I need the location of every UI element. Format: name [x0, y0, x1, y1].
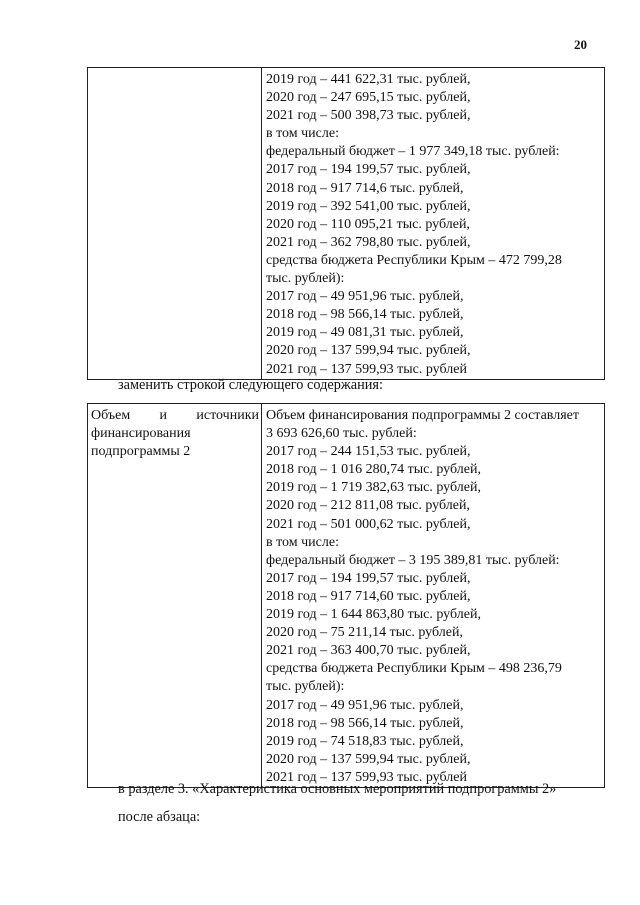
- label-line: подпрограммы 2: [91, 444, 191, 460]
- financing-table-new: [87, 403, 605, 788]
- table-line: 2019 год – 74 518,83 тыс. рублей,: [266, 733, 464, 749]
- table-line: 2019 год – 1 719 382,63 тыс. рублей,: [266, 480, 481, 496]
- table-line: 2020 год – 75 211,14 тыс. рублей,: [266, 625, 463, 641]
- table-line: средства бюджета Республики Крым – 498 236,79: [266, 661, 562, 677]
- table-label-cell: [88, 404, 262, 788]
- table-line: тыс. рублей):: [266, 271, 345, 287]
- table-line: Объем финансирования подпрограммы 2 составляет: [266, 408, 579, 423]
- table-line: 2020 год – 247 695,15 тыс. рублей,: [266, 90, 471, 106]
- table-value-cell: [262, 68, 605, 380]
- table-line: 2018 год – 917 714,6 тыс. рублей,: [266, 180, 464, 196]
- table-line: 2021 год – 500 398,73 тыс. рублей,: [266, 108, 471, 124]
- table-line: 2021 год – 363 400,70 тыс. рублей,: [266, 643, 471, 659]
- table-line: 2018 год – 98 566,14 тыс. рублей,: [266, 307, 464, 323]
- table-line: 2021 год – 137 599,93 тыс. рублей: [266, 769, 467, 785]
- section-reference: в разделе 3. «Характеристика основных мероприятий подпрограммы 2»: [118, 781, 557, 797]
- table-line: 2019 год – 1 644 863,80 тыс. рублей,: [266, 607, 481, 623]
- table-line: 2019 год – 49 081,31 тыс. рублей,: [266, 325, 464, 341]
- table-line: 2020 год – 110 095,21 тыс. рублей,: [266, 216, 470, 232]
- table-line: федеральный бюджет – 3 195 389,81 тыс. рублей:: [266, 552, 560, 568]
- label-first-line: [91, 407, 259, 425]
- table-line: 2017 год – 49 951,96 тыс. рублей,: [266, 697, 464, 713]
- label-line: финансирования: [91, 426, 191, 442]
- table-line: 2018 год – 917 714,60 тыс. рублей,: [266, 588, 471, 604]
- table-label-cell-empty: [88, 68, 262, 380]
- table-line: 2020 год – 137 599,94 тыс. рублей,: [266, 751, 471, 767]
- table-value-cell: [262, 404, 605, 788]
- table-line: 2021 год – 501 000,62 тыс. рублей,: [266, 516, 471, 532]
- table-line: федеральный бюджет – 1 977 349,18 тыс. рублей:: [266, 144, 560, 160]
- table-line: 2017 год – 49 951,96 тыс. рублей,: [266, 289, 464, 305]
- table-line: 2020 год – 137 599,94 тыс. рублей,: [266, 343, 471, 359]
- table-line: 2019 год – 392 541,00 тыс. рублей,: [266, 198, 471, 214]
- table-line: 2019 год – 441 622,31 тыс. рублей,: [266, 72, 471, 87]
- table-line: средства бюджета Республики Крым – 472 799,28: [266, 252, 562, 268]
- table-line: 2020 год – 212 811,08 тыс. рублей,: [266, 498, 470, 514]
- page-number: 20: [574, 37, 587, 52]
- table-line: 2017 год – 244 151,53 тыс. рублей,: [266, 444, 471, 460]
- table-line: тыс. рублей):: [266, 679, 345, 695]
- table-line: 2017 год – 194 199,57 тыс. рублей,: [266, 570, 471, 586]
- financing-table-old: [87, 67, 605, 380]
- table-line: в том числе:: [266, 534, 339, 550]
- label-word: Объем: [91, 408, 131, 423]
- table-line: 2017 год – 194 199,57 тыс. рублей,: [266, 162, 471, 178]
- label-word: и: [159, 408, 168, 423]
- table-line: 2021 год – 362 798,80 тыс. рублей,: [266, 234, 471, 250]
- after-paragraph-text: после абзаца:: [118, 809, 201, 825]
- table-line: в том числе:: [266, 126, 339, 142]
- table-line: 3 693 626,60 тыс. рублей:: [266, 426, 417, 442]
- label-word: источники: [196, 408, 259, 423]
- table-line: 2021 год – 137 599,93 тыс. рублей: [266, 361, 467, 377]
- replace-instruction: заменить строкой следующего содержания:: [118, 377, 383, 393]
- table-line: 2018 год – 1 016 280,74 тыс. рублей,: [266, 462, 481, 478]
- table-line: 2018 год – 98 566,14 тыс. рублей,: [266, 715, 464, 731]
